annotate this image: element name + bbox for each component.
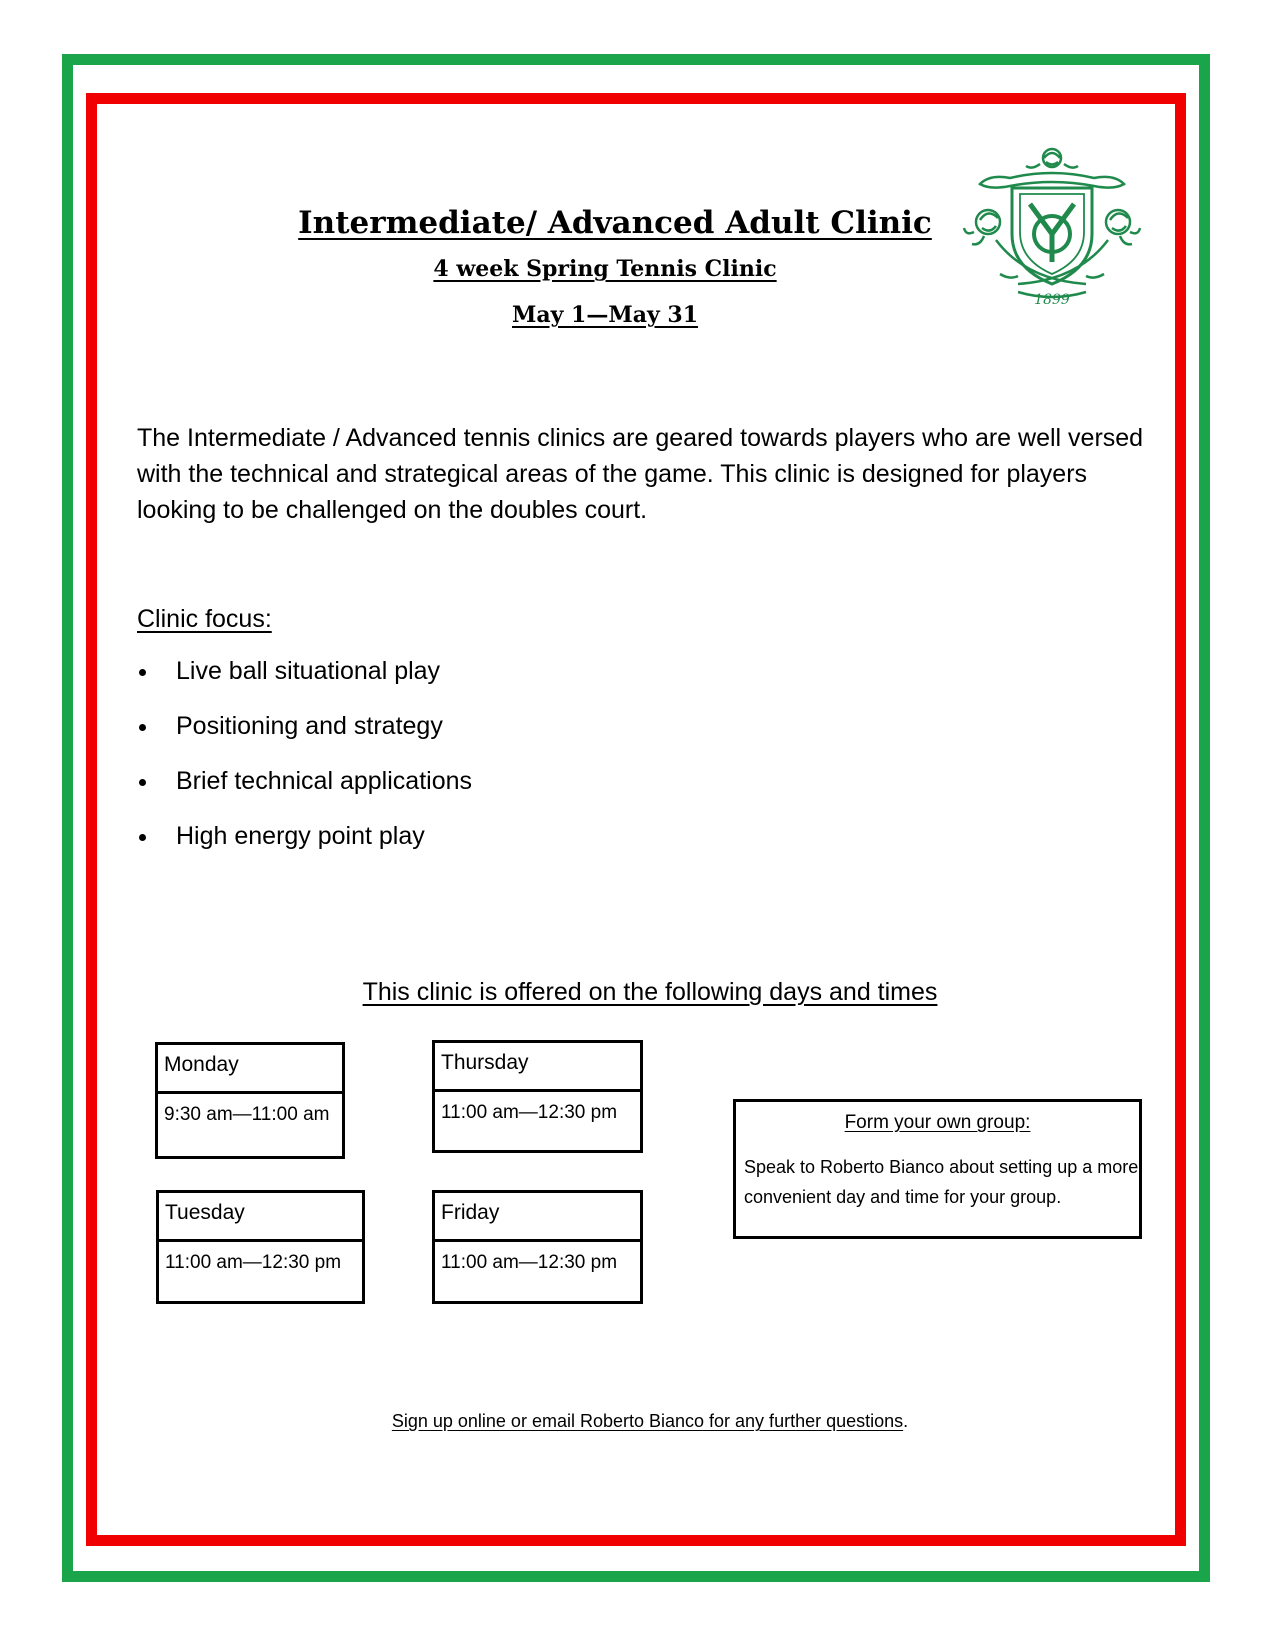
schedule-box-friday [432, 1190, 643, 1304]
list-item: Brief technical applications [137, 764, 472, 819]
clinic-subtitle: 4 week Spring Tennis Clinic [433, 256, 777, 282]
club-crest-icon [960, 142, 1145, 312]
group-text: Speak to Roberto Bianco about setting up a more convenient day and time for your group. [744, 1157, 1139, 1207]
clinic-title: Intermediate/ Advanced Adult Clinic [298, 205, 932, 241]
day-name: Monday [158, 1045, 342, 1094]
signup-link[interactable]: Sign up online or email Roberto Bianco for any further questions [391, 1411, 904, 1431]
intro-paragraph: The Intermediate / Advanced tennis clinics are geared towards players who are well versed with the technical and strategical areas of the game. This clinic is designed for players looking to be challenged on the doubles court. [137, 424, 1144, 524]
list-item: Live ball situational play [137, 654, 472, 709]
day-time: 11:00 am—12:30 pm [165, 1252, 342, 1273]
signup-footer [0, 1411, 1275, 1432]
day-time: 9:30 am—11:00 am [164, 1104, 330, 1125]
list-item: High energy point play [137, 819, 472, 874]
schedule-box-tuesday [156, 1190, 365, 1304]
schedule-box-thursday [432, 1040, 643, 1153]
schedule-heading: This clinic is offered on the following days and times [362, 978, 938, 1006]
clinic-dates: May 1—May 31 [511, 302, 699, 328]
list-item: Positioning and strategy [137, 709, 472, 764]
signup-period: . [903, 1411, 909, 1431]
form-group-box [733, 1099, 1142, 1239]
day-name: Friday [435, 1193, 640, 1242]
focus-list [137, 654, 472, 874]
day-time: 11:00 am—12:30 pm [441, 1102, 618, 1123]
day-name: Thursday [435, 1043, 640, 1092]
crest-year: 1899 [1034, 292, 1070, 308]
schedule-box-monday [155, 1042, 345, 1159]
day-name: Tuesday [159, 1193, 362, 1242]
focus-heading: Clinic focus: [137, 605, 272, 633]
group-heading: Form your own group: [844, 1112, 1031, 1133]
day-time: 11:00 am—12:30 pm [441, 1252, 618, 1273]
